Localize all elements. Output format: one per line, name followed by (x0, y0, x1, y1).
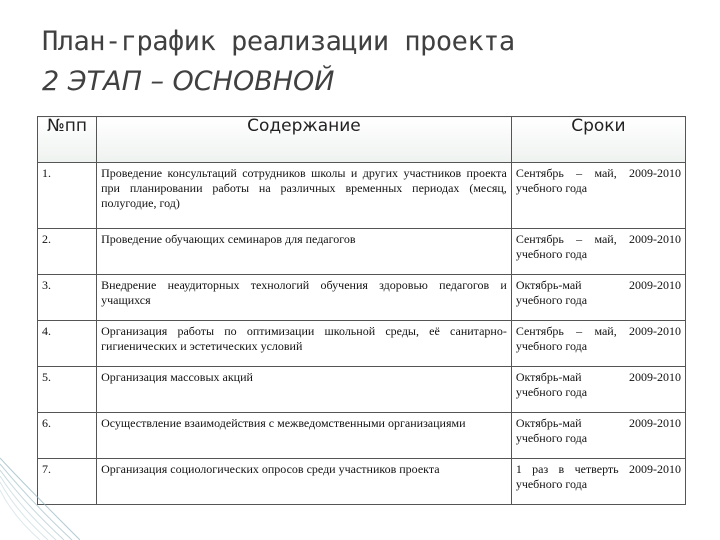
slide-subtitle: 2 ЭТАП – ОСНОВНОЙ (42, 66, 335, 97)
row-content: Организация работы по оптимизации школьной среды, её санитарно-гигиенических и эстетических условий (97, 321, 512, 367)
row-terms: Сентябрь – май, 2009-2010 учебного года (511, 163, 685, 229)
table-row (38, 413, 686, 459)
table-row (38, 367, 686, 413)
header-content: Содержание (97, 117, 512, 163)
header-terms: Сроки (511, 117, 685, 163)
table-row (38, 459, 686, 505)
row-terms: Сентябрь – май, 2009-2010 учебного года (511, 229, 685, 275)
row-number: 7. (38, 459, 97, 505)
table-row (38, 275, 686, 321)
table-row (38, 163, 686, 229)
row-number: 3. (38, 275, 97, 321)
row-terms: 1 раз в четверть 2009-2010 учебного года (511, 459, 685, 505)
row-terms: Октябрь-май 2009-2010 учебного года (511, 367, 685, 413)
row-number: 4. (38, 321, 97, 367)
row-content: Внедрение неаудиторных технологий обучения здоровью педагогов и учащихся (97, 275, 512, 321)
row-terms: Октябрь-май 2009-2010 учебного года (511, 413, 685, 459)
row-number: 2. (38, 229, 97, 275)
slide-title: План-график реализации проекта (42, 26, 515, 57)
row-number: 1. (38, 163, 97, 229)
row-number: 6. (38, 413, 97, 459)
schedule-table (37, 116, 686, 505)
row-terms: Октябрь-май 2009-2010 учебного года (511, 275, 685, 321)
row-content: Осуществление взаимодействия с межведомственными организациями (97, 413, 512, 459)
row-content: Организация социологических опросов среди участников проекта (97, 459, 512, 505)
row-number: 5. (38, 367, 97, 413)
table-row (38, 229, 686, 275)
table-row (38, 321, 686, 367)
row-terms: Сентябрь – май, 2009-2010 учебного года (511, 321, 685, 367)
table-header-row (38, 117, 686, 163)
row-content: Проведение обучающих семинаров для педагогов (97, 229, 512, 275)
row-content: Организация массовых акций (97, 367, 512, 413)
header-number: №пп (38, 117, 97, 163)
row-content: Проведение консультаций сотрудников школы и других участников проекта при планировании работы на различных временных периодах (месяц, полугодие, год) (97, 163, 512, 229)
